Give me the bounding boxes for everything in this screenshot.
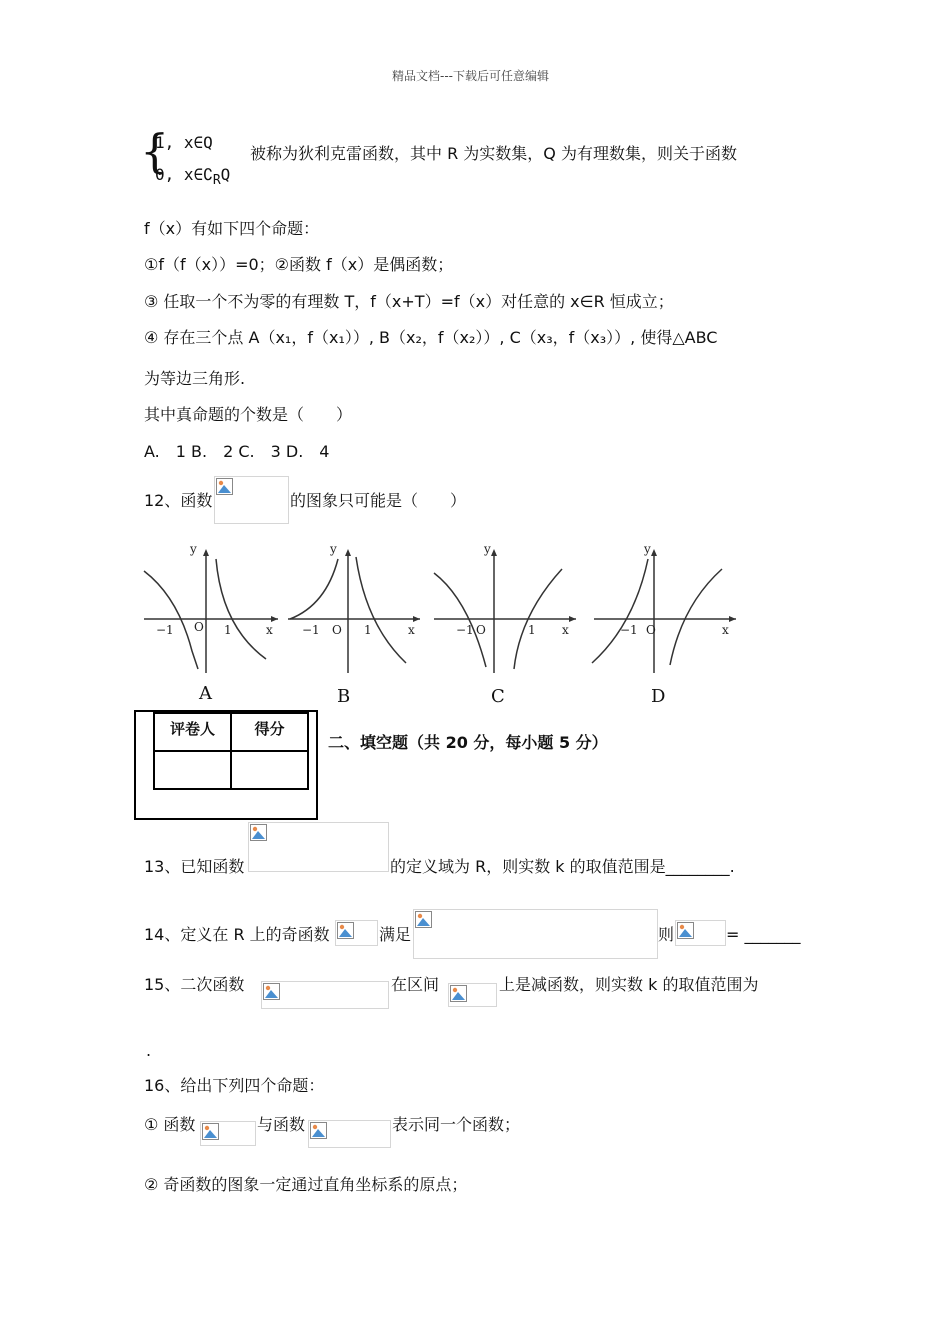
score-table <box>153 712 309 790</box>
q13-suffix: 的定义域为 R，则实数 k 的取值范围是________. <box>390 857 735 876</box>
q14-mid: 满足 <box>379 925 412 944</box>
prop-4-cont: 为等边三角形. <box>144 369 246 388</box>
broken-image-icon <box>263 983 280 1000</box>
piecewise-row-2-suffix: Q <box>220 165 231 184</box>
graph-c-x-label: x <box>562 623 569 637</box>
graph-c-label: C <box>491 686 505 707</box>
q14-prefix: 14、定义在 R 上的奇函数 <box>144 925 330 944</box>
grader-cell <box>154 751 231 789</box>
graph-d-tick-neg1: −1 <box>620 623 638 637</box>
graph-c-tick-neg1: −1 <box>456 623 474 637</box>
graph-d-curve-left <box>592 559 648 663</box>
score-header: 得分 <box>231 713 308 751</box>
graph-options <box>130 535 750 710</box>
piecewise-brace: { <box>140 124 170 178</box>
q15-mid: 在区间 <box>391 975 440 994</box>
q16-item-1-mid: 与函数 <box>257 1115 306 1134</box>
graph-b-tick-1: 1 <box>364 623 372 637</box>
graph-a-y-label: y <box>190 542 197 556</box>
graph-a-curve-right <box>216 559 266 659</box>
graph-b-x-label: x <box>408 623 415 637</box>
intro-line: 被称为狄利克雷函数，其中 R 为实数集，Q 为有理数集，则关于函数 <box>250 144 737 163</box>
graph-b-label: B <box>337 686 351 707</box>
graph-a-label: A <box>199 683 212 704</box>
formula-image <box>675 920 726 946</box>
graph-d-curve-right <box>670 569 722 665</box>
formula-image <box>308 1120 391 1148</box>
formula-image <box>413 909 658 959</box>
q16-item-1-prefix: ① 函数 <box>144 1115 196 1134</box>
graph-d-x-label: x <box>722 623 729 637</box>
graph-c-tick-1: 1 <box>528 623 536 637</box>
prop-1-2: ①f（f（x））=0；②函数 f（x）是偶函数； <box>144 255 454 274</box>
broken-image-icon <box>450 985 467 1002</box>
graph-a-x-label: x <box>266 623 273 637</box>
piecewise-row-2 <box>155 165 230 191</box>
q14-then: 则 <box>658 925 675 944</box>
broken-image-icon <box>216 478 233 495</box>
graph-b-tick-neg1: −1 <box>302 623 320 637</box>
graph-c-origin: O <box>476 623 486 637</box>
graph-b-y-label: y <box>330 542 337 556</box>
q12-prefix: 12、函数 <box>144 491 213 510</box>
formula-image <box>214 476 289 524</box>
q15-end: . <box>146 1041 152 1060</box>
piecewise-row-1: 1, x∈Q <box>155 133 213 152</box>
formula-image <box>248 822 389 872</box>
formula-image <box>261 981 389 1009</box>
graph-a-tick-1: 1 <box>224 623 232 637</box>
graph-d-label: D <box>651 686 666 707</box>
prop-4: ④ 存在三个点 A（x₁，f（x₁））, B（x₂，f（x₂））, C（x₃，f（x₃））, 使得△ABC <box>144 328 718 347</box>
q14-suffix: = _______ <box>726 925 801 944</box>
grader-header: 评卷人 <box>154 713 231 751</box>
complement-subscript: R <box>212 173 221 189</box>
q16-title: 16、给出下列四个命题： <box>144 1076 325 1095</box>
graph-d-y-label: y <box>644 542 651 556</box>
prop-3: ③ 任取一个不为零的有理数 T，f（x+T）=f（x）对任意的 x∈R 恒成立； <box>144 292 674 311</box>
graph-c-y-label: y <box>484 542 491 556</box>
formula-image <box>335 920 378 946</box>
q16-item-1-suffix: 表示同一个函数； <box>392 1115 521 1134</box>
formula-image <box>200 1121 256 1146</box>
page-header: 精品文档---下载后可任意编辑 <box>392 69 549 83</box>
fx-props-line: f（x）有如下四个命题： <box>144 219 320 238</box>
graph-a-tick-neg1: −1 <box>156 623 174 637</box>
complement-symbol: ∁ <box>203 165 213 184</box>
graph-d-origin: O <box>646 623 656 637</box>
graph-b-curve-right <box>356 557 406 663</box>
q13-prefix: 13、已知函数 <box>144 857 245 876</box>
graph-b-origin: O <box>332 623 342 637</box>
q15-prefix: 15、二次函数 <box>144 975 245 994</box>
broken-image-icon <box>415 911 432 928</box>
broken-image-icon <box>677 922 694 939</box>
section-2-title: 二、填空题（共 20 分，每小题 5 分） <box>328 733 608 752</box>
score-cell <box>231 751 308 789</box>
q16-item-2: ② 奇函数的图象一定通过直角坐标系的原点； <box>144 1175 468 1194</box>
formula-image <box>448 983 497 1007</box>
graph-a-origin: O <box>194 620 204 634</box>
options-11: A. 1 B. 2 C. 3 D. 4 <box>144 442 330 461</box>
question-11: 其中真命题的个数是（ ） <box>144 405 353 424</box>
broken-image-icon <box>202 1123 219 1140</box>
graph-a-curve-left <box>144 571 198 669</box>
graph-c-curve-left <box>434 573 486 667</box>
graph-b-curve-left <box>290 559 338 619</box>
broken-image-icon <box>310 1122 327 1139</box>
q15-suffix: 上是减函数，则实数 k 的取值范围为 <box>499 975 759 994</box>
q12-suffix: 的图象只可能是（ ） <box>290 491 467 510</box>
piecewise-row-2-prefix: 0, x∈ <box>155 165 204 184</box>
broken-image-icon <box>250 824 267 841</box>
broken-image-icon <box>337 922 354 939</box>
